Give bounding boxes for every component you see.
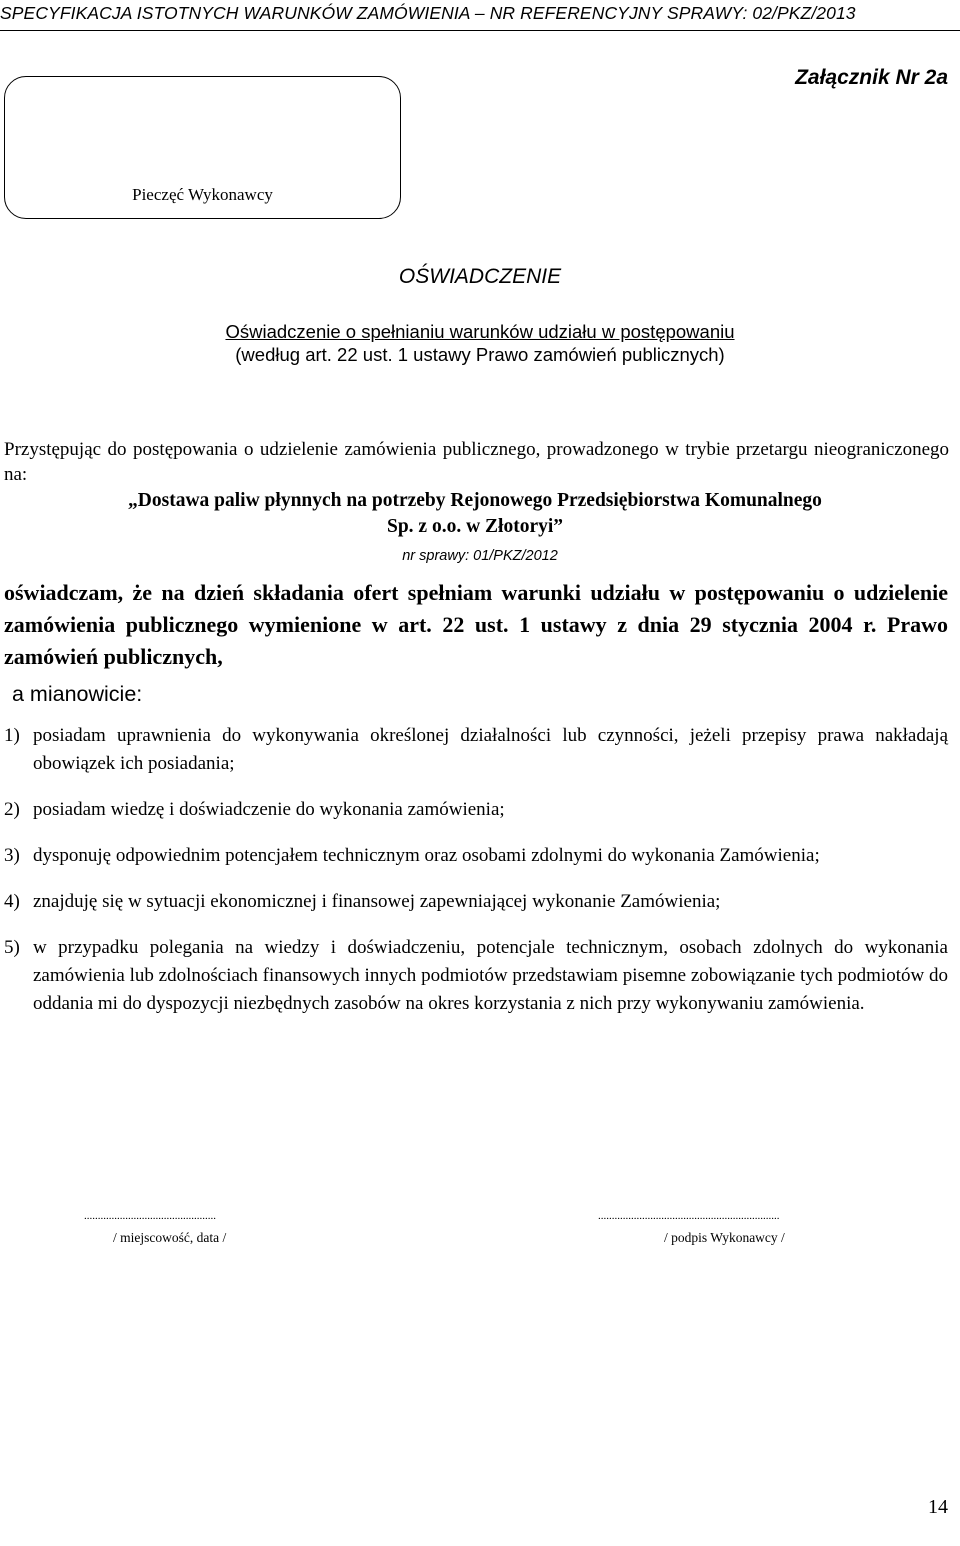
list-item-number: 2) (4, 799, 20, 820)
list-item-number: 3) (4, 845, 20, 866)
list-item (4, 722, 948, 778)
header-rule (0, 30, 960, 31)
list-item (4, 796, 948, 824)
document-subtitle: Oświadczenie o spełnianiu warunków udziału w postępowaniu (225, 321, 735, 342)
list-item-text: posiadam wiedzę i doświadczenie do wykonania zamówienia; (33, 799, 505, 820)
contract-object-line-2: Sp. z o.o. w Złotoryi” (386, 516, 564, 537)
page-number: 14 (928, 1496, 948, 1518)
running-header: SPECYFIKACJA ISTOTNYCH WARUNKÓW ZAMÓWIENIA – NR REFERENCYJNY SPRAWY: 02/PKZ/2013 (0, 3, 856, 23)
place-date-label: / miejscowość, data / (113, 1230, 227, 1245)
conditions-list (4, 722, 948, 1036)
list-item-text: posiadam uprawnienia do wykonywania określonej działalności lub czynności, jeżeli przepisy prawa nakładają obowiązek ich posiadania; (33, 725, 948, 774)
contractor-stamp-box (4, 76, 401, 219)
list-item-number: 4) (4, 891, 20, 912)
place-date-line: ................................................ (84, 1210, 216, 1222)
list-item (4, 888, 948, 916)
list-item-text: dysponuję odpowiednim potencjałem technicznym oraz osobami zdolnymi do wykonania Zamówienia; (33, 845, 820, 866)
signature-line: .................................................................. (598, 1210, 780, 1222)
attachment-label: Załącznik Nr 2a (795, 66, 948, 89)
document-title: OŚWIADCZENIE (398, 265, 562, 288)
list-item-text: znajduję się w sytuacji ekonomicznej i finansowej zapewniającej wykonanie Zamówienia; (33, 891, 721, 912)
list-item-number: 5) (4, 937, 20, 958)
intro-paragraph: Przystępując do postępowania o udzielenie zamówienia publicznego, prowadzonego w trybie przetargu nieograniczonego na: (4, 439, 949, 485)
list-item-text: w przypadku polegania na wiedzy i doświadczeniu, potencjale technicznym, osobach zdolnych do wykonania zamówienia lub zdolnościach finansowych innych podmiotów przedstawiam pisemne zobowiązanie tych podmiotów do oddania mi do dyspozycji niezbędnych zasobów na okres korzystania z nich przy wykonywaniu zamówienia. (33, 937, 948, 1014)
list-item (4, 934, 948, 1018)
contract-object-line-1: „Dostawa paliw płynnych na potrzeby Rejonowego Przedsiębiorstwa Komunalnego (128, 490, 822, 511)
signature-label: / podpis Wykonawcy / (664, 1230, 785, 1245)
contract-object (10, 488, 940, 540)
namely-label: a mianowicie: (12, 682, 143, 706)
stamp-label: Pieczęć Wykonawcy (132, 185, 273, 204)
list-item-number: 1) (4, 725, 20, 746)
legal-basis-note: (według art. 22 ust. 1 ustawy Prawo zamówień publicznych) (235, 344, 725, 365)
declaration-paragraph: oświadczam, że na dzień składania ofert spełniam warunki udziału w postępowaniu o udzielenie zamówienia publicznego wymienione w art. 22 ust. 1 ustawy z dnia 29 stycznia 2004 r. Prawo zamówień publicznych, (4, 580, 948, 669)
case-number: nr sprawy: 01/PKZ/2012 (402, 548, 558, 564)
list-item (4, 842, 948, 870)
